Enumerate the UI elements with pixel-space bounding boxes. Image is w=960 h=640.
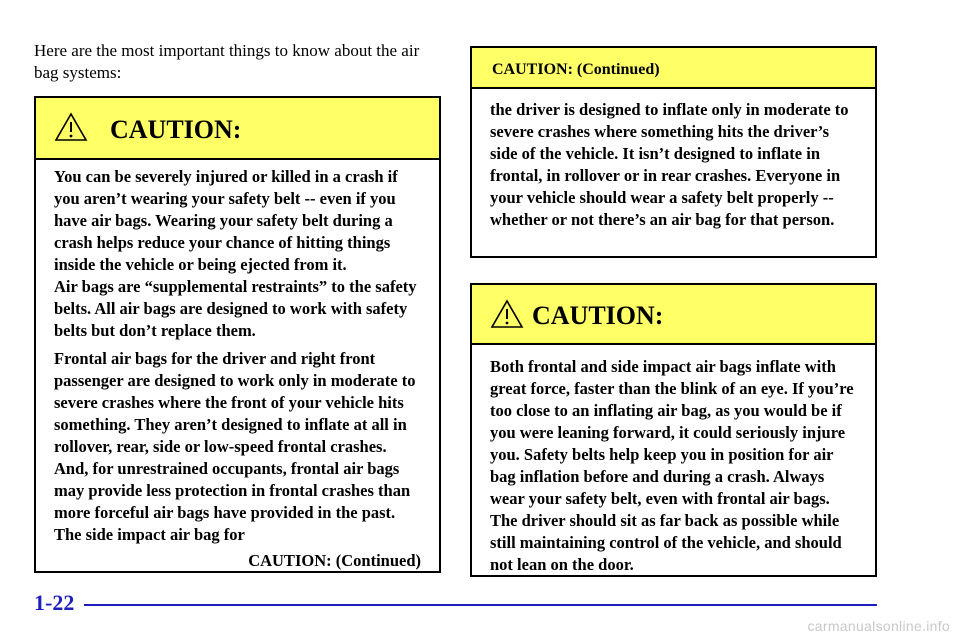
caution-box-continued xyxy=(470,46,877,258)
caution-paragraph: Air bags are “supplemental restraints” to the safety belts. All air bags are designed to work with safety belts but don’t replace them. xyxy=(54,277,417,340)
caution-paragraph: You can be severely injured or killed in a crash if you aren’t wearing your safety belt -- even if you have air bags. Wearing your safety belt during a crash helps reduce your chance of hitting things inside the vehicle or being ejected from it. xyxy=(54,167,398,274)
caution-body xyxy=(36,160,439,572)
caution-header xyxy=(472,285,875,345)
caution-title: CAUTION: xyxy=(532,301,664,330)
caution-continued-label: CAUTION: (Continued) xyxy=(248,551,421,570)
caution-paragraph: the driver is designed to inflate only in moderate to severe crashes where something hits the driver’s side of the vehicle. It isn’t designed to inflate in frontal, in rollover or in rear crashes. Everyone in your vehicle should wear a safety belt properly -- whether or not there’s an air bag for that person. xyxy=(490,100,849,229)
warning-triangle-icon xyxy=(54,112,88,142)
caution-paragraph: Frontal air bags for the driver and right front passenger are designed to work only in moderate to severe crashes where the front of your vehicle hits something. They aren’t designed to inflate at all in rollover, rear, side or low-speed frontal crashes. And, for unrestrained occupants, frontal air bags may provide less protection in frontal crashes than more forceful air bags have provided in the past. The side impact air bag for xyxy=(54,349,416,544)
intro-text: Here are the most important things to know about the air bag systems: xyxy=(34,41,420,82)
footer-divider xyxy=(84,604,877,606)
page-number: 1-22 xyxy=(34,590,75,615)
caution-box-left xyxy=(34,96,441,573)
warning-triangle-icon xyxy=(490,299,524,329)
caution-continued-title: CAUTION: (Continued) xyxy=(492,61,660,78)
caution-body xyxy=(472,345,875,576)
caution-body xyxy=(472,89,875,231)
caution-paragraph: Both frontal and side impact air bags inflate with great force, faster than the blink of an eye. If you’re too close to an inflating air bag, as you would be if you were leaning forward, it could seriously injure you. Safety belts help keep you in position for air bag inflation before and during a crash. Always wear your safety belt, even with frontal air bags. The driver should sit as far back as possible while still maintaining control of the vehicle, and should not lean on the door. xyxy=(490,357,854,574)
caution-title: CAUTION: xyxy=(110,115,242,144)
caution-box-right xyxy=(470,283,877,577)
watermark: carmanualsonline.info xyxy=(807,618,950,634)
caution-header xyxy=(36,98,439,160)
caution-header xyxy=(472,48,875,89)
